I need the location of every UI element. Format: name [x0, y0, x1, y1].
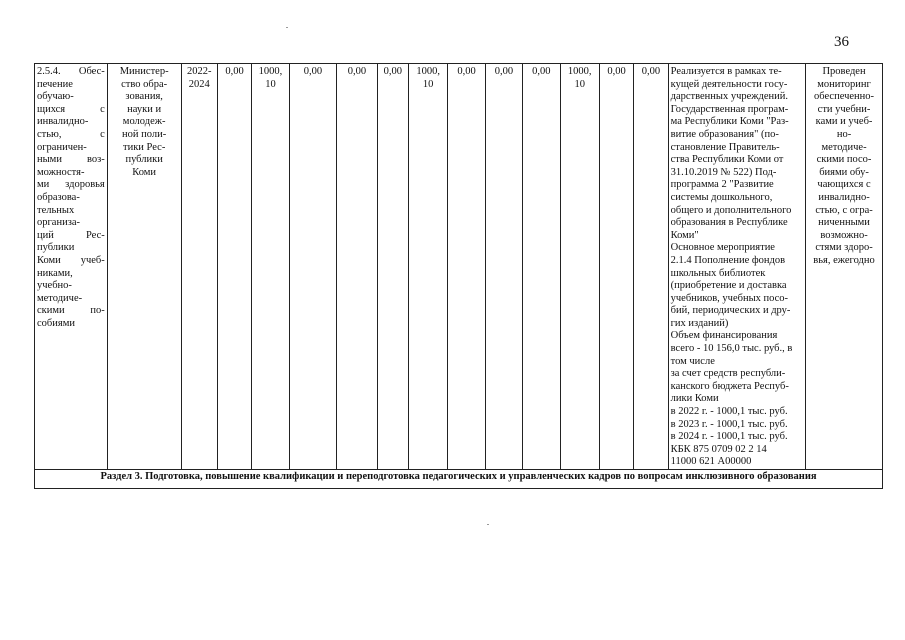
text-line: ций Рес- — [37, 229, 105, 241]
executor-cell — [107, 64, 181, 470]
text-line: 2022- — [186, 66, 212, 77]
text-line: 2024 — [188, 78, 210, 90]
text-line: стью, с — [37, 128, 105, 140]
text-line: 11000 621 А00000 — [670, 456, 752, 468]
text-line: 1000, — [416, 66, 440, 77]
text-line: 0,00 — [383, 66, 402, 77]
value-cell-7 — [448, 64, 485, 470]
text-line: канского бюджета Респуб- — [670, 380, 789, 392]
text-line: 0,00 — [457, 66, 476, 77]
text-line: образова- — [37, 191, 80, 203]
value-cell-8 — [485, 64, 522, 470]
text-line: ограничен- — [37, 141, 87, 153]
text-line: 0,00 — [303, 66, 323, 77]
text-line: в 2024 г. - 1000,1 тыс. руб. — [670, 431, 788, 443]
text-line: 0,00 — [494, 66, 514, 77]
result-cell — [806, 64, 883, 470]
text-line: 0,00 — [225, 66, 244, 77]
text-line: кущей деятельности госу- — [670, 78, 788, 90]
section-title: Раздел 3. Подготовка, повышение квалификации и переподготовка педагогических и управленческих кадров по вопросам инклюзивного образования — [35, 470, 883, 489]
text-line: стью, с огра- — [815, 204, 873, 216]
text-line: дарственных учреждений. — [670, 91, 789, 103]
value-cell-10 — [560, 64, 599, 470]
text-line: КБК 875 0709 02 2 14 — [670, 443, 767, 455]
text-line: Министер- — [119, 66, 169, 77]
text-line: ми здоровья — [37, 179, 105, 191]
text-line: инвалидно- — [37, 116, 89, 128]
text-line: чающихся с — [817, 179, 871, 191]
text-line: инвалидно- — [818, 191, 870, 203]
text-line: мониторинг — [817, 78, 871, 90]
text-line: 2.1.4 Пополнение фондов — [670, 254, 786, 266]
text-line: собиями — [37, 317, 75, 329]
value-cell-4 — [337, 64, 377, 470]
text-line: ства Республики Коми от — [670, 154, 784, 166]
scan-speck — [487, 524, 489, 525]
value-cell-9 — [523, 64, 560, 470]
text-line: обеспеченно- — [814, 91, 875, 103]
text-line: ство обра- — [121, 78, 168, 90]
text-line: бий, периодических и дру- — [670, 305, 791, 317]
text-line: Коми — [132, 166, 157, 178]
text-line: тики Рес- — [122, 141, 166, 153]
value-cell-3 — [289, 64, 337, 470]
text-line: методиче- — [37, 292, 83, 304]
scan-speck — [286, 27, 288, 28]
measure-cell — [35, 64, 108, 470]
text-line: методиче- — [821, 141, 867, 153]
text-line: Коми" — [670, 229, 699, 241]
text-line: учебников, учебных посо- — [670, 292, 789, 304]
table-row — [35, 64, 883, 470]
measures-table — [34, 63, 883, 489]
text-line: науки и — [127, 103, 162, 115]
text-line: Государственная програм- — [670, 103, 789, 115]
section-row — [35, 470, 883, 489]
page-number: 36 — [834, 34, 849, 50]
text-line: 0,00 — [532, 66, 551, 77]
text-line: скими посо- — [816, 154, 872, 166]
text-line: обучаю- — [37, 91, 74, 103]
value-cell-11 — [599, 64, 633, 470]
text-line: организа- — [37, 217, 81, 229]
text-line: 10 — [574, 78, 585, 90]
text-line: вья, ежегодно — [813, 254, 875, 266]
text-line: публики — [125, 154, 163, 166]
value-cell-1 — [217, 64, 251, 470]
text-line: можностя- — [37, 166, 85, 178]
text-line: 31.10.2019 № 522) Под- — [670, 166, 777, 178]
text-line: лики Коми — [670, 393, 719, 405]
text-line: становление Правитель- — [670, 141, 780, 153]
text-line: гих изданий) — [670, 317, 729, 329]
text-line: стями здоро- — [815, 242, 873, 254]
text-line: 0,00 — [347, 66, 367, 77]
text-line: публики — [37, 242, 75, 254]
text-line: 2.5.4. Обес- — [37, 66, 105, 77]
text-line: программа 2 "Развитие — [670, 179, 774, 191]
text-line: том числе — [670, 355, 715, 367]
text-line: ной поли- — [122, 128, 167, 140]
text-line: ма Республики Коми "Раз- — [670, 116, 789, 128]
text-line: 1000, — [258, 66, 283, 77]
text-line: образования в Республике — [670, 217, 788, 229]
text-line: ными воз- — [37, 154, 105, 166]
text-line: Объем финансирования — [670, 330, 778, 342]
text-line: (приобретение и доставка — [670, 280, 787, 292]
text-line: тельных — [37, 204, 75, 216]
text-line: 0,00 — [641, 66, 661, 77]
text-line: молодеж- — [122, 116, 166, 128]
text-line: Основное мероприятие — [670, 242, 775, 254]
text-line: возможно- — [820, 229, 868, 241]
period-cell — [181, 64, 217, 470]
text-line: Реализуется в рамках те- — [670, 66, 782, 77]
text-line: сти учебни- — [817, 103, 871, 115]
text-line: школьных библиотек — [670, 267, 766, 279]
value-cell-5 — [377, 64, 408, 470]
text-line: всего - 10 156,0 тыс. руб., в — [670, 343, 793, 355]
text-line: щихся с — [37, 103, 105, 115]
text-line: печение — [37, 78, 73, 90]
text-line: за счет средств республи- — [670, 368, 786, 380]
text-line: никами, — [37, 267, 73, 279]
text-line: Коми учеб- — [37, 254, 105, 266]
description-cell — [668, 64, 805, 470]
value-cell-2 — [252, 64, 289, 470]
text-line: в 2023 г. - 1000,1 тыс. руб. — [670, 418, 788, 430]
text-line: 10 — [422, 78, 434, 90]
text-line: 10 — [265, 78, 276, 90]
text-line: витие образования" (по- — [670, 128, 779, 140]
text-line: ниченными — [818, 217, 870, 229]
text-line: но- — [836, 128, 852, 140]
value-cell-6 — [408, 64, 447, 470]
text-line: учебно- — [37, 280, 72, 292]
value-cell-12 — [634, 64, 668, 470]
text-line: биями обу- — [819, 166, 869, 178]
text-line: Проведен — [822, 66, 866, 77]
text-line: 0,00 — [607, 66, 626, 77]
text-line: скими по- — [37, 305, 105, 317]
text-line: зования, — [125, 91, 163, 103]
text-line: системы дошкольного, — [670, 191, 773, 203]
text-line: общего и дополнительного — [670, 204, 792, 216]
text-line: ками и учеб- — [815, 116, 873, 128]
text-line: 1000, — [567, 66, 592, 77]
text-line: в 2022 г. - 1000,1 тыс. руб. — [670, 406, 788, 418]
